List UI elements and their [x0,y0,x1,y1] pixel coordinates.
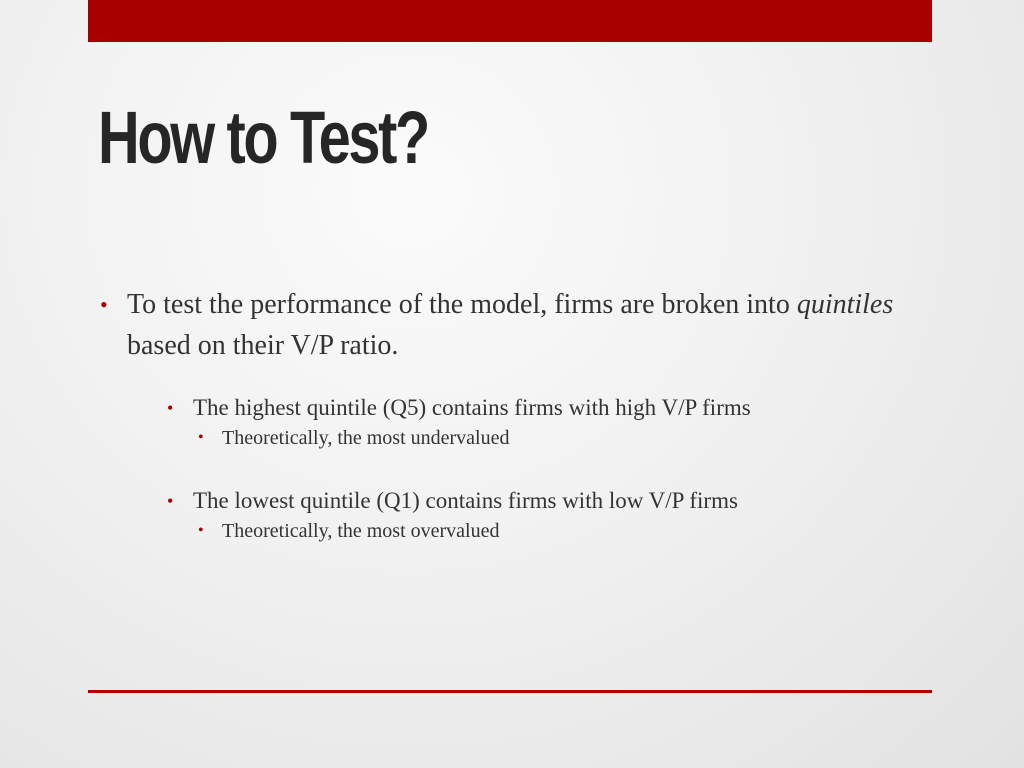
bullet-dot-icon: • [198,522,204,539]
bullet-dot-icon: • [167,491,174,511]
bullet-main-text-start: To test the performance of the model, firms are broken into [127,289,797,320]
bullet-main-emphasis: quintiles [796,289,894,320]
bullet-lowest-sub-text: Theoretically, the most overvalued [222,520,500,542]
slide-body [100,284,900,544]
bullet-lowest-quintile [167,486,900,516]
bullet-highest-sub-text: Theoretically, the most undervalued [222,427,510,449]
bottom-divider-line [88,690,932,693]
bullet-lowest-subpoint [198,518,900,544]
bullet-dot-icon: • [100,292,108,317]
bullet-main-text-end: based on their V/P ratio. [127,330,399,361]
bullet-lowest-text: The lowest quintile (Q1) contains firms with low V/P firms [193,488,738,513]
bullet-highest-quintile [167,393,900,423]
top-accent-bar [88,0,932,42]
bullet-dot-icon: • [198,429,204,446]
bullet-dot-icon: • [167,398,174,418]
bullet-main [100,284,900,366]
bullet-highest-subpoint [198,425,900,451]
slide-title: How to Test? [98,96,428,179]
bullet-highest-text: The highest quintile (Q5) contains firms with high V/P firms [193,395,751,420]
